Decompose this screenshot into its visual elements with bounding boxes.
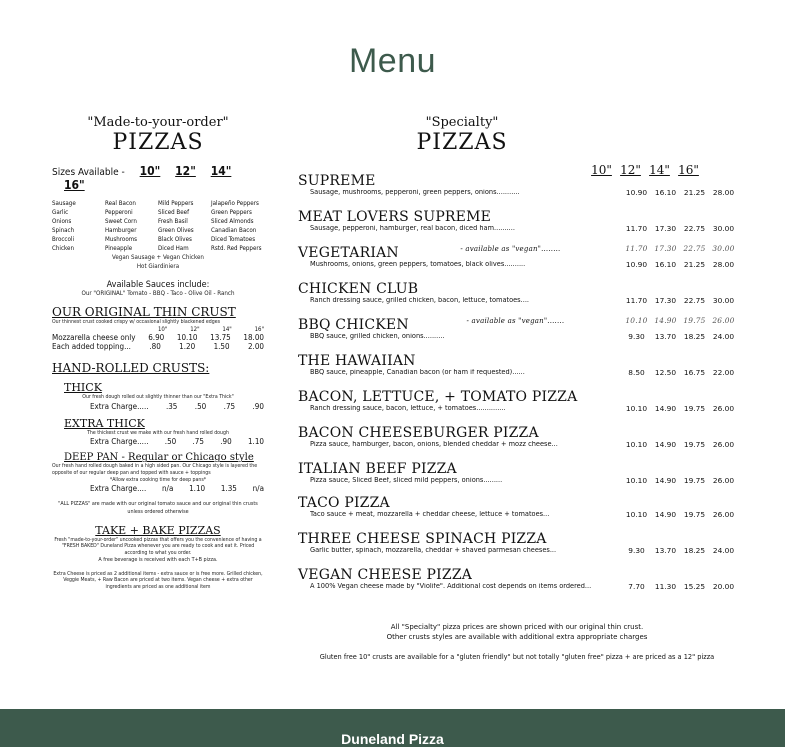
topping-item: Green Olives: [158, 226, 194, 234]
deep-pan-note: *Allow extra cooking time for deep pans*: [109, 476, 207, 483]
specialty-item-desc: Pizza sauce, Sliced Beef, sliced mild peppers, onions.........: [310, 477, 503, 484]
thick-charge-row: [52, 402, 264, 411]
made-to-order-title: PIZZAS: [112, 130, 204, 155]
sauces-heading: Available Sauces include:: [106, 279, 210, 290]
specialty-item-name: [298, 317, 738, 333]
price: 13.75: [210, 333, 231, 343]
extra-thick-charge-row: [52, 437, 264, 446]
item-price: 30.00: [712, 296, 735, 305]
specialty-item: [298, 173, 738, 198]
item-price: 18.25: [683, 332, 706, 341]
specialty-item-desc: BBQ sauce, pineapple, Canadian bacon (or ham if requested)......: [310, 369, 525, 376]
topping-item: Sausage: [52, 200, 76, 207]
price: .90: [252, 401, 264, 411]
topping-item: Canadian Bacon: [211, 226, 257, 234]
vegan-price: 30.00: [712, 244, 735, 253]
topping-item: Diced Tomatoes: [211, 235, 256, 243]
item-title: THREE CHEESE SPINACH PIZZA: [298, 531, 547, 547]
extra-cheese-note: Extra Cheese is priced as 2 additional items - extra sauce or is free more. Grilled chicken, Veggie Meats, + Raw Bacon are priced at two items. Vegan cheese + extra other ingredients are priced as one additional item: [53, 570, 263, 591]
thin-crust-sizes: [52, 326, 264, 333]
item-price: 11.70: [625, 224, 648, 233]
item-price: 18.25: [683, 546, 706, 555]
thin-cheese-label: Mozzarella cheese only: [52, 333, 136, 343]
price: 1.35: [220, 484, 237, 494]
footer-business-name: Duneland Pizza: [341, 731, 444, 747]
item-price: 19.75: [683, 476, 706, 485]
take-bake-heading: TAKE + BAKE PIZZAS: [95, 523, 221, 537]
item-price: 20.00: [712, 582, 735, 591]
take-bake-desc: Fresh "made-to-your-order" uncooked pizzas that offers you the convenience of having a "FRESH BAKED" Duneland Pizza whenever you are ready to cook and eat it. Priced according to what you order.: [54, 536, 262, 557]
footer-bar: [0, 709, 785, 747]
item-price: 14.90: [654, 476, 677, 485]
specialty-item-desc: Mushrooms, onions, green peppers, tomatoes, black olives..........: [310, 261, 526, 268]
specialty-item-desc: Pizza sauce, hamburger, bacon, onions, blended cheddar + mozz cheese...: [310, 441, 558, 448]
item-price: 24.00: [712, 332, 735, 341]
topping-item: Rstd. Red Peppers: [211, 244, 262, 252]
size-header: 12": [620, 163, 641, 177]
specialty-item-desc: A 100% Vegan cheese made by "Violife". Additional cost depends on items ordered...: [310, 583, 592, 590]
sizes-label: Sizes Available -: [52, 167, 125, 178]
specialty-foot-1: All "Specialty" pizza prices are shown priced with our original thin crust.: [390, 623, 644, 631]
item-price: 22.00: [712, 368, 735, 377]
item-title: VEGETARIAN: [298, 245, 399, 261]
thin-size: 16": [254, 326, 264, 334]
thin-topping-label: Each added topping...: [52, 342, 131, 352]
item-title: BACON CHEESEBURGER PIZZA: [298, 425, 539, 441]
vegan-note: - available as "vegan"........: [460, 245, 561, 253]
vegan-price: 22.75: [683, 244, 706, 253]
specialty-item: [298, 495, 738, 520]
price: .50: [194, 401, 207, 411]
price: .75: [223, 401, 236, 411]
specialty-item-name: [298, 567, 738, 583]
item-title: TACO PIZZA: [298, 495, 390, 511]
topping-item: Pepperoni: [105, 208, 133, 216]
topping-item: Hamburger: [105, 226, 137, 234]
vegan-price: 10.10: [625, 316, 648, 325]
item-price: 19.75: [683, 440, 706, 449]
thin-cheese-row: [52, 333, 264, 342]
specialty-item-name: [298, 173, 738, 189]
item-title: BBQ CHICKEN: [298, 317, 409, 333]
price: 1.10: [247, 437, 264, 447]
thin-size: 12": [190, 326, 200, 334]
item-title: ITALIAN BEEF PIZZA: [298, 461, 457, 477]
thin-crust-desc: Our thinnest crust cooked crispy w/ occasional slightly blackened edges: [52, 318, 221, 325]
specialty-item-desc: Sausage, pepperoni, hamburger, real bacon, diced ham..........: [310, 225, 515, 232]
topping-item: Chicken: [52, 244, 74, 252]
vegan-note: - available as "vegan".......: [466, 317, 565, 325]
topping-item: Onions: [52, 217, 72, 225]
charge-label: Extra Charge.....: [90, 401, 149, 411]
topping-item: Black Olives: [158, 235, 192, 243]
topping-item: Spinach: [52, 226, 75, 234]
specialty-item-name: [298, 531, 738, 547]
thin-size: 14": [222, 326, 232, 334]
item-title: CHICKEN CLUB: [298, 281, 419, 297]
specialty-item: [298, 531, 738, 556]
item-price: 28.00: [712, 260, 735, 269]
item-price: 10.10: [625, 476, 648, 485]
item-title: VEGAN CHEESE PIZZA: [298, 567, 473, 583]
topping-item: Mushrooms: [105, 235, 138, 243]
thick-desc: Our fresh dough rolled out slightly thinner than our "Extra Thick": [82, 394, 234, 401]
item-price: 9.30: [628, 546, 645, 555]
made-to-order-section: [52, 115, 264, 591]
thick-heading: THICK: [64, 381, 102, 395]
specialty-item-desc: Sausage, mushrooms, pepperoni, green peppers, onions...........: [310, 189, 520, 196]
specialty-item-name: [298, 461, 738, 477]
vegan-price: 26.00: [712, 316, 735, 325]
specialty-item-desc: Garlic butter, spinach, mozzarella, cheddar + shaved parmesan cheeses...: [310, 547, 557, 554]
specialty-item: [298, 245, 738, 270]
toppings-list: [52, 200, 264, 254]
item-price: 7.70: [628, 582, 645, 591]
item-price: 30.00: [712, 224, 735, 233]
price: 2.00: [247, 342, 264, 352]
item-title: MEAT LOVERS SUPREME: [298, 209, 492, 225]
topping-item: Diced Ham: [158, 244, 189, 252]
vegan-price: 19.75: [683, 316, 706, 325]
specialty-item-name: [298, 425, 738, 441]
item-price: 15.25: [683, 582, 706, 591]
price: .35: [165, 401, 178, 411]
size-10: 10": [139, 164, 161, 178]
specialty-item: [298, 317, 738, 342]
topping-item: Garlic: [52, 208, 69, 216]
item-price: 13.70: [654, 332, 677, 341]
extra-thick-desc: The thickest crust we make with our fresh hand rolled dough: [87, 429, 229, 436]
specialty-item-name: [298, 495, 738, 511]
item-title: SUPREME: [298, 173, 376, 189]
item-price: 16.75: [683, 368, 706, 377]
vegan-price: 11.70: [625, 244, 648, 253]
deep-pan-desc: Our fresh hand rolled dough baked in a high sided pan. Our Chicago style is layered the opposite of our regular deep pan and topped with sauce + toppings: [52, 463, 258, 477]
specialty-item-desc: Ranch dressing sauce, grilled chicken, bacon, lettuce, tomatoes....: [310, 297, 530, 304]
item-title: THE HAWAIIAN: [298, 353, 416, 369]
price: .75: [192, 437, 204, 447]
item-price: 10.90: [625, 188, 648, 197]
item-price: 17.30: [654, 296, 677, 305]
item-price: 16.10: [654, 260, 677, 269]
item-price: 26.00: [712, 440, 735, 449]
specialty-item: [298, 281, 738, 306]
item-price: 26.00: [712, 404, 735, 413]
price: n/a: [252, 484, 264, 494]
menu-image: [40, 105, 745, 665]
specialty-foot-2: Other crusts styles are available with additional extra appropriate charges: [386, 633, 648, 641]
page-title: Menu: [348, 42, 437, 80]
item-price: 12.50: [654, 368, 677, 377]
item-price: 10.90: [625, 260, 648, 269]
item-price: 26.00: [712, 476, 735, 485]
price: 1.20: [179, 342, 196, 352]
item-price: 26.00: [712, 510, 735, 519]
topping-item: Broccoli: [52, 235, 74, 243]
item-price: 13.70: [654, 546, 677, 555]
item-price: 19.75: [683, 404, 706, 413]
price: 6.90: [148, 333, 165, 343]
toppings-extra: Vegan Sausage + Vegan Chicken: [112, 253, 204, 261]
topping-item: Mild Peppers: [158, 200, 194, 207]
topping-item: Jalapeño Peppers: [211, 200, 259, 207]
price: 18.00: [243, 333, 264, 343]
toppings-extra-2: Hot Giardiniera: [136, 262, 180, 270]
sauces-text: Our "ORIGINAL" Tomato - BBQ - Taco - Olive Oil - Ranch: [81, 289, 235, 297]
item-price: 22.75: [683, 224, 706, 233]
specialty-title: PIZZAS: [416, 130, 508, 155]
item-title: BACON, LETTUCE, + TOMATO PIZZA: [298, 389, 578, 405]
topping-item: Fresh Basil: [158, 217, 188, 225]
item-price: 21.25: [683, 188, 706, 197]
price: .80: [149, 342, 161, 352]
specialty-item-desc: BBQ sauce, grilled chicken, onions..........: [310, 333, 445, 340]
topping-item: Sliced Almonds: [211, 217, 254, 225]
size-header: 16": [678, 163, 699, 177]
item-price: 14.90: [654, 510, 677, 519]
size-16: 16": [64, 178, 85, 192]
item-price: 21.25: [683, 260, 706, 269]
vegan-price: 17.30: [654, 244, 677, 253]
size-header: 14": [649, 163, 670, 177]
item-price: 14.90: [654, 440, 677, 449]
item-price: 10.10: [625, 440, 648, 449]
topping-item: Pineapple: [105, 244, 133, 252]
thin-topping-row: [52, 342, 264, 351]
item-price: 14.90: [654, 404, 677, 413]
item-price: 17.30: [654, 224, 677, 233]
price: .90: [220, 437, 232, 447]
gluten-free-note: Gluten free 10" crusts are available for a "gluten friendly" but not totally "gluten free" pizza + are priced as a 12" pizza: [319, 653, 715, 661]
price: 1.10: [189, 484, 206, 494]
topping-item: Sliced Beef: [158, 208, 190, 216]
made-to-order-subtitle: "Made-to-your-order": [87, 115, 229, 130]
specialty-item: [298, 461, 738, 486]
specialty-item-name: [298, 389, 738, 405]
topping-item: Sweet Corn: [105, 217, 137, 225]
vegan-price: 14.90: [654, 316, 677, 325]
size-12: 12": [175, 164, 196, 178]
all-pizzas-note: "ALL PIZZAS" are made with our original tomato sauce and our original thin crusts unless ordered otherwise: [58, 501, 258, 515]
deep-pan-charge-row: [52, 484, 264, 493]
sizes-available: [52, 164, 264, 192]
price: 1.50: [213, 342, 230, 352]
specialty-item-name: [298, 281, 738, 297]
topping-item: Real Bacon: [105, 200, 136, 207]
take-bake-note: A free beverage is received with each T+B pizza.: [98, 556, 218, 563]
item-price: 24.00: [712, 546, 735, 555]
size-14: 14": [210, 164, 232, 178]
specialty-title-block: [392, 115, 532, 154]
item-price: 16.10: [654, 188, 677, 197]
charge-label: Extra Charge.....: [90, 437, 149, 447]
specialty-item: [298, 567, 738, 592]
item-price: 11.70: [625, 296, 648, 305]
price: 10.10: [176, 333, 198, 343]
thin-size: 10": [158, 326, 168, 334]
specialty-item: [298, 209, 738, 234]
topping-item: Green Peppers: [211, 208, 252, 216]
specialty-item-name: [298, 353, 738, 369]
specialty-item: [298, 425, 738, 450]
item-price: 10.10: [625, 404, 648, 413]
item-price: 19.75: [683, 510, 706, 519]
price: n/a: [161, 484, 174, 494]
specialty-item-name: [298, 245, 738, 261]
price: .50: [164, 437, 177, 447]
specialty-item: [298, 353, 738, 378]
deep-pan-heading: DEEP PAN - Regular or Chicago style: [64, 452, 254, 464]
item-price: 9.30: [628, 332, 645, 341]
charge-label: Extra Charge....: [90, 484, 147, 494]
item-price: 10.10: [625, 510, 648, 519]
specialty-item: [298, 389, 738, 414]
item-price: 8.50: [628, 368, 645, 377]
extra-thick-heading: EXTRA THICK: [64, 416, 145, 430]
hand-rolled-heading: HAND-ROLLED CRUSTS:: [52, 361, 210, 376]
item-price: 22.75: [683, 296, 706, 305]
specialty-item-desc: Taco sauce + meat, mozzarella + cheddar cheese, lettuce + tomatoes...: [310, 511, 550, 518]
specialty-item-name: [298, 209, 738, 225]
specialty-subtitle: "Specialty": [425, 115, 499, 130]
thin-crust-heading: OUR ORIGINAL THIN CRUST: [52, 304, 236, 319]
size-header: 10": [591, 163, 612, 177]
item-price: 28.00: [712, 188, 735, 197]
specialty-item-desc: Ranch dressing sauce, bacon, lettuce, + tomatoes..............: [310, 405, 506, 412]
item-price: 11.30: [654, 582, 677, 591]
